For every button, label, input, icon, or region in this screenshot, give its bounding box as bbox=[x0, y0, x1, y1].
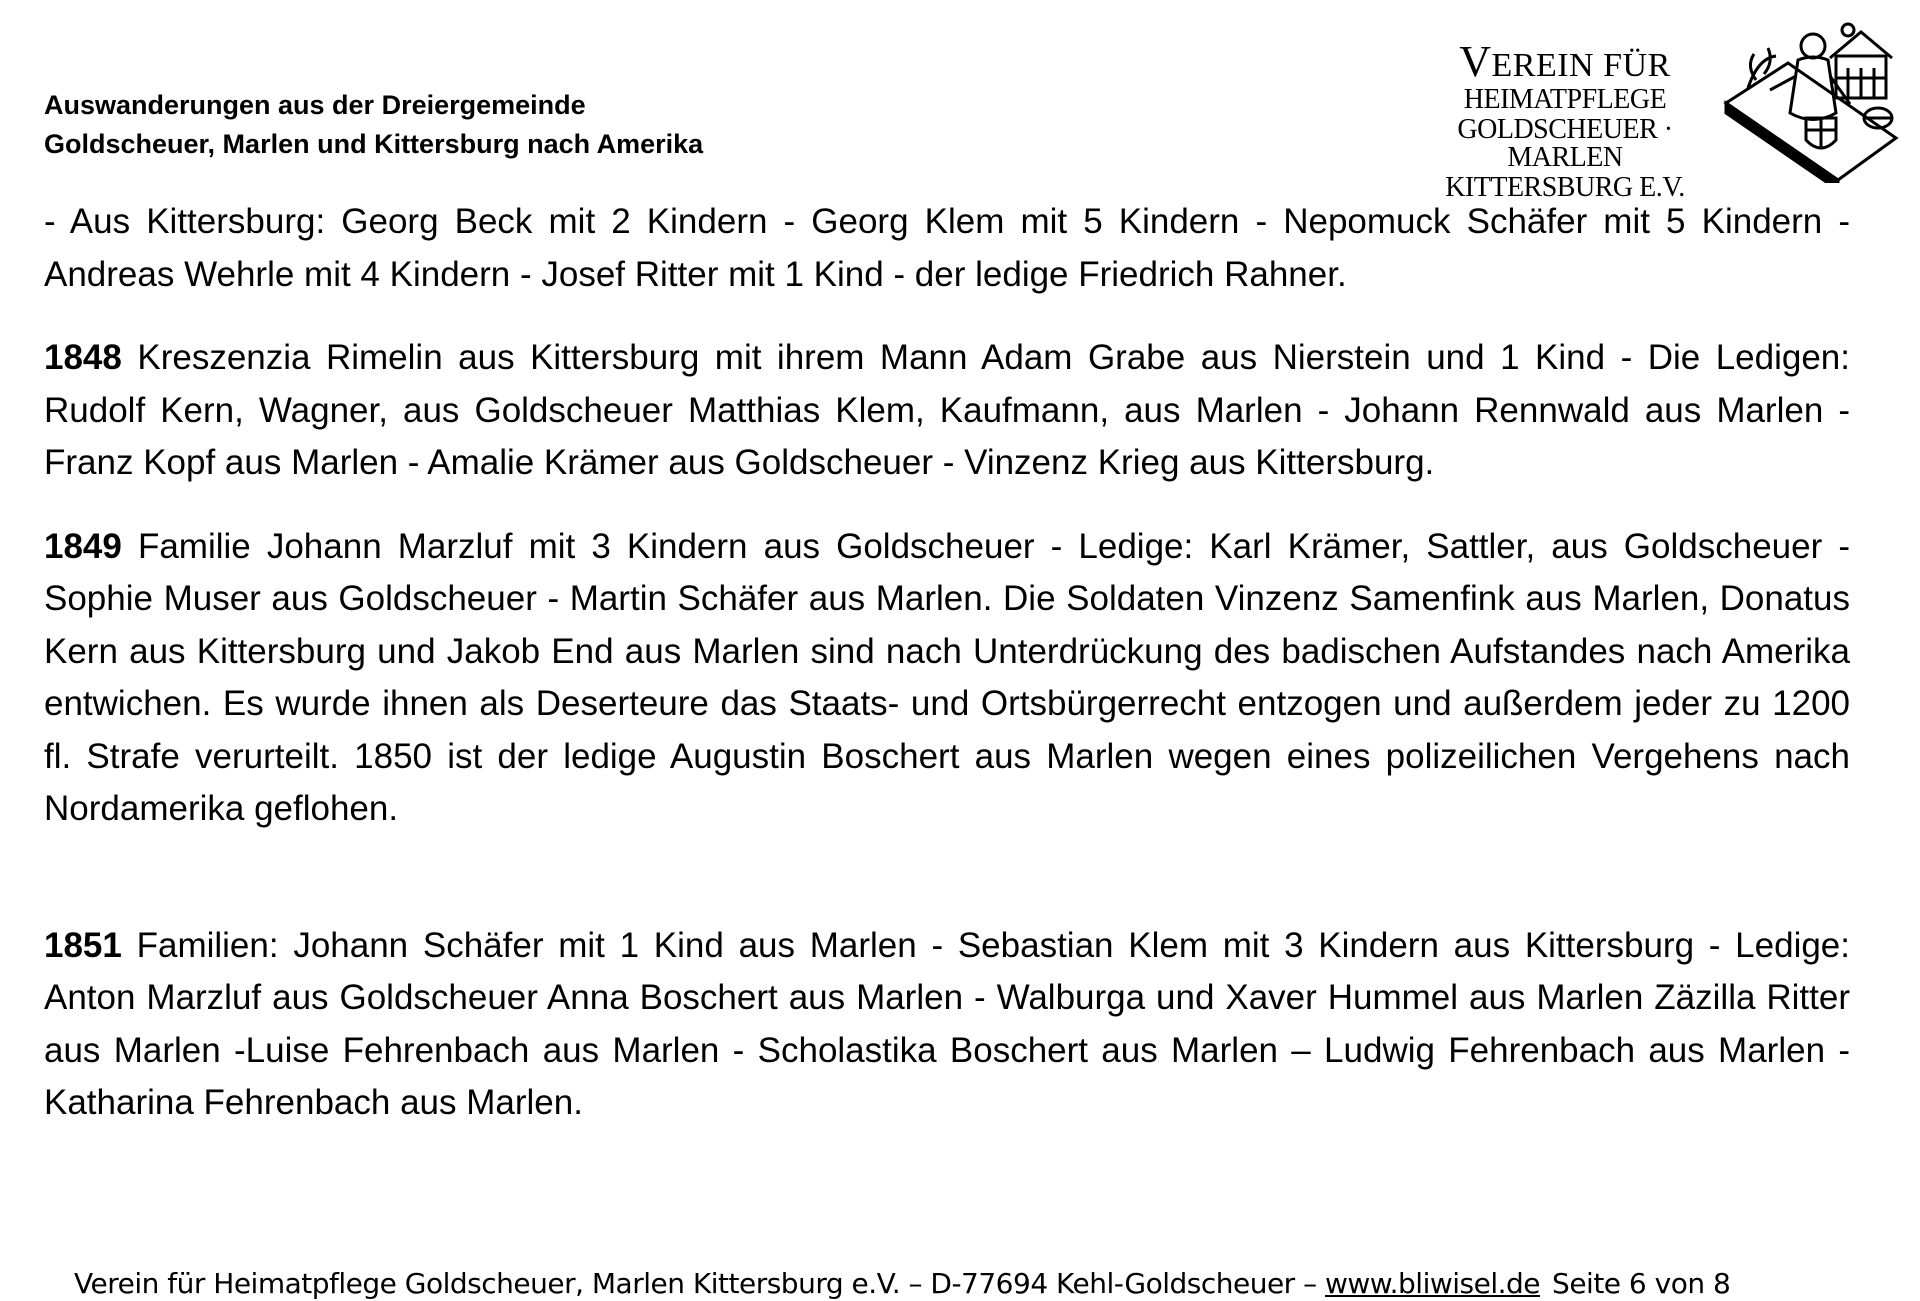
paragraph-text: - Aus Kittersburg: Georg Beck mit 2 Kindern - Georg Klem mit 5 Kindern - Nepomuck Schäfer mit 5 Kindern - Andreas Wehrle mit 4 Kindern - Josef Ritter mit 1 Kind - der ledige Friedrich Rahner. bbox=[44, 202, 1850, 294]
header-line-1: Auswanderungen aus der Dreiergemeinde bbox=[44, 90, 586, 120]
year-label: 1849 bbox=[44, 526, 122, 566]
paragraph-text: Familien: Johann Schäfer mit 1 Kind aus Marlen - Sebastian Klem mit 3 Kindern aus Kittersburg - Ledige: Anton Marzluf aus Goldscheuer Anna Boschert aus Marlen - Walburga und Xaver Hummel aus Marlen Zäzilla Ritter aus Marlen -Luise Fehrenbach aus Marlen - Scholastika Boschert aus Marlen – Ludwig Fehrenbach aus Marlen - Katharina Fehrenbach aus Marlen. bbox=[44, 925, 1850, 1122]
heimat-emblem-icon bbox=[1718, 18, 1908, 183]
paragraph-1848 bbox=[44, 332, 1850, 490]
logo-line-4: KITTERSBURG E.V. bbox=[1445, 172, 1685, 203]
document-body bbox=[44, 196, 1850, 1130]
page-footer bbox=[74, 1268, 1730, 1300]
logo-line-1: EREIN FÜR bbox=[1491, 47, 1671, 84]
paragraph-text: Kreszenzia Rimelin aus Kittersburg mit ihrem Mann Adam Grabe aus Nierstein und 1 Kind - Die Ledigen: Rudolf Kern, Wagner, aus Goldscheuer Matthias Klem, Kaufmann, aus Marlen - Johann Rennwald aus Marlen - Franz Kopf aus Marlen - Amalie Krämer aus Goldscheuer - Vinzenz Krieg aus Kittersburg. bbox=[44, 338, 1850, 482]
footer-website-link[interactable]: www.bliwisel.de bbox=[1325, 1267, 1541, 1300]
header-line-2: Goldscheuer, Marlen und Kittersburg nach Amerika bbox=[44, 129, 704, 159]
paragraph-1849 bbox=[44, 521, 1850, 836]
logo-line-2: HEIMATPFLEGE bbox=[1463, 84, 1667, 115]
year-label: 1848 bbox=[44, 338, 122, 377]
logo-wordmark bbox=[1400, 37, 1730, 203]
year-label: 1851 bbox=[44, 925, 122, 965]
paragraph-text: Familie Johann Marzluf mit 3 Kindern aus Goldscheuer - Ledige: Karl Krämer, Sattler, aus Goldscheuer - Sophie Muser aus Goldscheuer - Martin Schäfer aus Marlen. Die Soldaten Vinzenz Samenfink aus Marlen, Donatus Kern aus Kittersburg und Jakob End aus Marlen sind nach Unterdrückung des badischen Aufstandes nach Amerika entwichen. Es wurde ihnen als Deserteure das Staats- und Ortsbürgerrecht entzogen und außerdem jeder zu 1200 fl. Strafe verurteilt. 1850 ist der ledige Augustin Boschert aus Marlen wegen eines polizeilichen Vergehens nach Nordamerika geflohen. bbox=[44, 526, 1850, 828]
paragraph-1851 bbox=[44, 920, 1850, 1130]
verein-logo bbox=[1400, 18, 1910, 203]
page-number: Seite 6 von 8 bbox=[1552, 1267, 1731, 1300]
footer-text: Verein für Heimatpflege Goldscheuer, Marlen Kittersburg e.V. – D-77694 Kehl-Goldscheuer – bbox=[74, 1267, 1325, 1300]
logo-initial: V bbox=[1459, 37, 1492, 86]
paragraph-1 bbox=[44, 196, 1850, 301]
document-header bbox=[44, 86, 703, 164]
logo-line-3: GOLDSCHEUER · MARLEN bbox=[1457, 114, 1673, 173]
